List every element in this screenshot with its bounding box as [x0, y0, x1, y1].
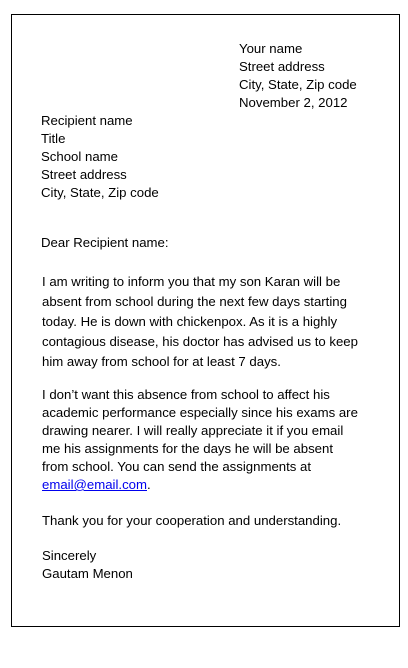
recipient-name: Recipient name	[41, 113, 133, 128]
paragraph-line: I don’t want this absence from school to affect his	[42, 387, 330, 402]
paragraph-line: from school. You can send the assignments at	[42, 459, 312, 474]
sender-name: Your name	[239, 41, 303, 56]
paragraph-line: I am writing to inform you that my son Karan will be	[42, 274, 341, 289]
sender-street: Street address	[239, 59, 325, 74]
recipient-title: Title	[41, 131, 66, 146]
closing: Sincerely	[42, 548, 97, 563]
recipient-city-state-zip: City, State, Zip code	[41, 185, 159, 200]
letter-date: November 2, 2012	[239, 95, 348, 110]
signature-name: Gautam Menon	[42, 566, 133, 581]
paragraph-line: him away from school for at least 7 days.	[42, 354, 281, 369]
recipient-school: School name	[41, 149, 118, 164]
paragraph-line: today. He is down with chickenpox. As it is a highly	[42, 314, 338, 329]
paragraph-line: me his assignments for the days he will be absent	[42, 441, 334, 456]
paragraph-line: academic performance especially since his exams are	[42, 405, 358, 420]
sender-city-state-zip: City, State, Zip code	[239, 77, 357, 92]
paragraph-line: drawing nearer. I will really appreciate it if you email	[42, 423, 344, 438]
salutation: Dear Recipient name:	[41, 235, 169, 250]
thanks-line: Thank you for your cooperation and understanding.	[42, 513, 342, 528]
email-line	[42, 475, 151, 495]
paragraph-line: absent from school during the next few days starting	[42, 294, 347, 309]
email-link[interactable]: email@email.com	[42, 477, 147, 492]
recipient-street: Street address	[41, 167, 127, 182]
email-suffix: .	[147, 477, 151, 492]
paragraph-line: contagious disease, his doctor has advised us to keep	[42, 334, 358, 349]
